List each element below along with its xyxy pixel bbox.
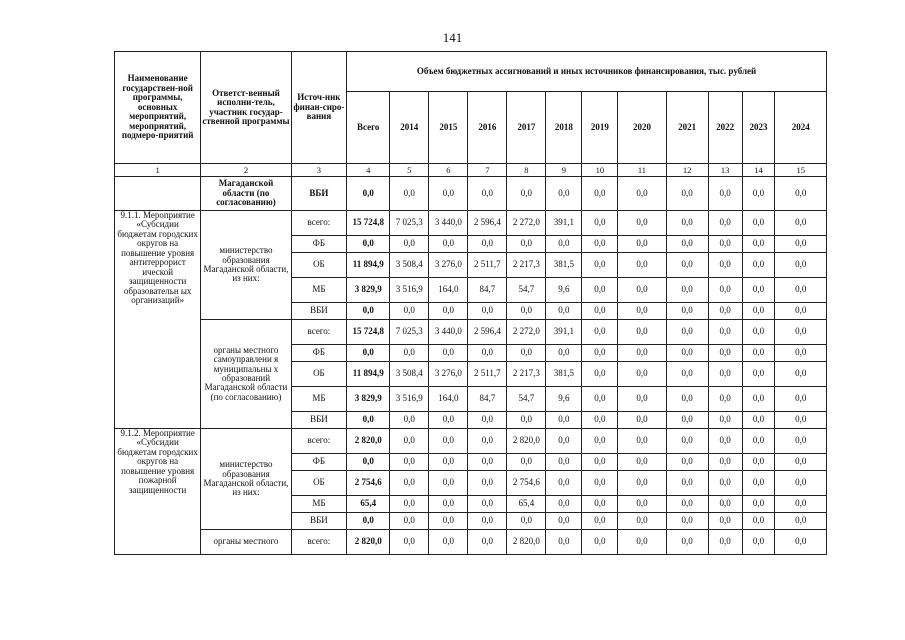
cell-year-value: 3 516,9 bbox=[390, 387, 429, 412]
cell-year-value: 0,0 bbox=[708, 303, 742, 320]
cell-year-value: 391,1 bbox=[546, 320, 582, 345]
cell-year-value: 0,0 bbox=[742, 253, 775, 278]
cell-year-value: 0,0 bbox=[742, 236, 775, 253]
cell-year-value: 391,1 bbox=[546, 211, 582, 236]
cell-year-value: 0,0 bbox=[666, 429, 708, 454]
cell-year-value: 0,0 bbox=[468, 513, 507, 530]
cell-year-value: 0,0 bbox=[666, 513, 708, 530]
cell-source: ВБИ bbox=[291, 412, 346, 429]
cell-year-value: 0,0 bbox=[666, 471, 708, 496]
cell-year-value: 0,0 bbox=[468, 530, 507, 555]
cell-year-value: 0,0 bbox=[582, 278, 618, 303]
cell-source: ФБ bbox=[291, 345, 346, 362]
cell-year-value: 0,0 bbox=[775, 496, 827, 513]
cell-year-value: 0,0 bbox=[429, 530, 468, 555]
cell-year-value: 0,0 bbox=[775, 211, 827, 236]
cell-total: 15 724,8 bbox=[347, 320, 390, 345]
cell-year-value: 0,0 bbox=[468, 236, 507, 253]
cell-year-value: 0,0 bbox=[390, 471, 429, 496]
column-numbers-row bbox=[115, 164, 827, 177]
cell-year-value: 0,0 bbox=[618, 471, 666, 496]
header-program: Наименование государствен-ной программы, основных мероприятий, мероприятий, подмеро-приятий bbox=[115, 52, 201, 164]
cell-year-value: 0,0 bbox=[390, 303, 429, 320]
cell-year-value: 0,0 bbox=[618, 429, 666, 454]
cell-year-value: 0,0 bbox=[775, 320, 827, 345]
cell-year-value: 2 820,0 bbox=[507, 429, 546, 454]
cell-year-value: 0,0 bbox=[582, 387, 618, 412]
cell-year-value: 0,0 bbox=[708, 412, 742, 429]
cell-year-value: 0,0 bbox=[429, 345, 468, 362]
cell-year-value: 0,0 bbox=[666, 412, 708, 429]
cell-year-value: 0,0 bbox=[666, 211, 708, 236]
cell-total: 0,0 bbox=[347, 177, 390, 211]
column-number: 2 bbox=[201, 164, 291, 177]
cell-year-value: 0,0 bbox=[546, 454, 582, 471]
cell-source: всего: bbox=[291, 320, 346, 345]
cell-year-value: 0,0 bbox=[468, 345, 507, 362]
cell-year-value: 0,0 bbox=[507, 236, 546, 253]
cell-year-value: 0,0 bbox=[666, 303, 708, 320]
cell-year-value: 0,0 bbox=[775, 253, 827, 278]
cell-executor: министерство образования Магаданской области, из них: bbox=[201, 429, 291, 530]
cell-year-value: 0,0 bbox=[742, 412, 775, 429]
column-number: 11 bbox=[618, 164, 666, 177]
cell-year-value: 381,5 bbox=[546, 362, 582, 387]
cell-year-value: 0,0 bbox=[775, 345, 827, 362]
cell-year-value: 0,0 bbox=[582, 429, 618, 454]
header-year: 2015 bbox=[429, 92, 468, 164]
cell-year-value: 0,0 bbox=[507, 177, 546, 211]
cell-year-value: 0,0 bbox=[742, 211, 775, 236]
cell-year-value: 0,0 bbox=[582, 320, 618, 345]
cell-year-value: 0,0 bbox=[666, 454, 708, 471]
cell-year-value: 0,0 bbox=[742, 496, 775, 513]
column-number: 4 bbox=[347, 164, 390, 177]
cell-program-name: 9.1.2. Мероприятие «Субсидии бюджетам городских округов на повышение уровня пожарной защищенности bbox=[115, 429, 201, 555]
cell-year-value: 0,0 bbox=[429, 177, 468, 211]
cell-total: 0,0 bbox=[347, 236, 390, 253]
cell-year-value: 0,0 bbox=[775, 412, 827, 429]
cell-year-value: 0,0 bbox=[390, 345, 429, 362]
cell-year-value: 2 820,0 bbox=[507, 530, 546, 555]
cell-year-value: 0,0 bbox=[390, 177, 429, 211]
cell-source: ВБИ bbox=[291, 177, 346, 211]
cell-year-value: 0,0 bbox=[507, 513, 546, 530]
cell-executor: Магаданской области (по согласованию) bbox=[201, 177, 291, 211]
cell-source: ФБ bbox=[291, 454, 346, 471]
cell-year-value: 7 025,3 bbox=[390, 211, 429, 236]
header-year: 2018 bbox=[546, 92, 582, 164]
cell-year-value: 0,0 bbox=[666, 278, 708, 303]
header-year: 2017 bbox=[507, 92, 546, 164]
cell-year-value: 0,0 bbox=[666, 253, 708, 278]
cell-year-value: 0,0 bbox=[775, 513, 827, 530]
cell-year-value: 0,0 bbox=[429, 454, 468, 471]
cell-year-value: 0,0 bbox=[390, 454, 429, 471]
header-year: 2019 bbox=[582, 92, 618, 164]
cell-year-value: 0,0 bbox=[468, 412, 507, 429]
cell-year-value: 0,0 bbox=[582, 303, 618, 320]
cell-year-value: 0,0 bbox=[708, 278, 742, 303]
header-executor: Ответст-венный исполни-тель, участник государ-ственной программы bbox=[201, 52, 291, 164]
cell-year-value: 0,0 bbox=[775, 429, 827, 454]
cell-year-value: 0,0 bbox=[429, 496, 468, 513]
cell-year-value: 0,0 bbox=[582, 177, 618, 211]
cell-year-value: 0,0 bbox=[742, 530, 775, 555]
cell-year-value: 0,0 bbox=[708, 345, 742, 362]
header-source: Источ-ник финан-сиро-вания bbox=[291, 52, 346, 164]
cell-year-value: 0,0 bbox=[666, 236, 708, 253]
cell-source: всего: bbox=[291, 211, 346, 236]
cell-year-value: 0,0 bbox=[618, 320, 666, 345]
cell-year-value: 0,0 bbox=[708, 513, 742, 530]
cell-year-value: 0,0 bbox=[390, 530, 429, 555]
cell-source: МБ bbox=[291, 387, 346, 412]
cell-year-value: 0,0 bbox=[546, 236, 582, 253]
cell-year-value: 0,0 bbox=[618, 253, 666, 278]
column-number: 1 bbox=[115, 164, 201, 177]
cell-year-value: 0,0 bbox=[742, 345, 775, 362]
cell-year-value: 0,0 bbox=[618, 412, 666, 429]
cell-year-value: 0,0 bbox=[390, 236, 429, 253]
cell-year-value: 0,0 bbox=[546, 177, 582, 211]
cell-year-value: 0,0 bbox=[582, 496, 618, 513]
cell-year-value: 0,0 bbox=[546, 429, 582, 454]
cell-year-value: 3 276,0 bbox=[429, 362, 468, 387]
cell-year-value: 3 440,0 bbox=[429, 320, 468, 345]
cell-year-value: 0,0 bbox=[618, 303, 666, 320]
header-total: Всего bbox=[347, 92, 390, 164]
cell-year-value: 0,0 bbox=[775, 236, 827, 253]
cell-year-value: 0,0 bbox=[618, 454, 666, 471]
header-year: 2021 bbox=[666, 92, 708, 164]
column-number: 3 bbox=[291, 164, 346, 177]
cell-year-value: 0,0 bbox=[618, 345, 666, 362]
cell-total: 11 894,9 bbox=[347, 362, 390, 387]
cell-total: 0,0 bbox=[347, 454, 390, 471]
cell-year-value: 0,0 bbox=[708, 211, 742, 236]
cell-year-value: 2 217,3 bbox=[507, 362, 546, 387]
cell-year-value: 0,0 bbox=[666, 320, 708, 345]
cell-year-value: 0,0 bbox=[742, 429, 775, 454]
cell-total: 3 829,9 bbox=[347, 387, 390, 412]
table-row bbox=[115, 177, 827, 211]
cell-year-value: 0,0 bbox=[618, 278, 666, 303]
cell-year-value: 0,0 bbox=[742, 471, 775, 496]
cell-source: ОБ bbox=[291, 471, 346, 496]
cell-year-value: 0,0 bbox=[582, 412, 618, 429]
cell-year-value: 0,0 bbox=[775, 387, 827, 412]
cell-year-value: 381,5 bbox=[546, 253, 582, 278]
cell-year-value: 0,0 bbox=[708, 496, 742, 513]
cell-year-value: 0,0 bbox=[708, 387, 742, 412]
cell-total: 2 820,0 bbox=[347, 530, 390, 555]
cell-year-value: 0,0 bbox=[507, 454, 546, 471]
cell-year-value: 0,0 bbox=[618, 530, 666, 555]
cell-year-value: 0,0 bbox=[618, 236, 666, 253]
cell-year-value: 9,6 bbox=[546, 278, 582, 303]
cell-executor: органы местного самоуправлени я муниципальны х образований Магаданской области (по согласованию) bbox=[201, 320, 291, 429]
table-row bbox=[115, 530, 827, 555]
cell-year-value: 0,0 bbox=[775, 362, 827, 387]
cell-total: 2 754,6 bbox=[347, 471, 390, 496]
cell-year-value: 0,0 bbox=[742, 303, 775, 320]
cell-total: 0,0 bbox=[347, 345, 390, 362]
cell-year-value: 0,0 bbox=[666, 496, 708, 513]
cell-year-value: 0,0 bbox=[546, 345, 582, 362]
page-number: 141 bbox=[442, 30, 463, 45]
cell-year-value: 0,0 bbox=[775, 303, 827, 320]
cell-year-value: 0,0 bbox=[666, 362, 708, 387]
cell-year-value: 0,0 bbox=[618, 513, 666, 530]
cell-year-value: 0,0 bbox=[582, 530, 618, 555]
cell-source: ВБИ bbox=[291, 513, 346, 530]
cell-year-value: 0,0 bbox=[775, 471, 827, 496]
cell-year-value: 54,7 bbox=[507, 278, 546, 303]
cell-year-value: 0,0 bbox=[582, 211, 618, 236]
cell-total: 11 894,9 bbox=[347, 253, 390, 278]
cell-total: 0,0 bbox=[347, 303, 390, 320]
cell-year-value: 0,0 bbox=[582, 454, 618, 471]
cell-year-value: 0,0 bbox=[390, 429, 429, 454]
cell-year-value: 0,0 bbox=[390, 496, 429, 513]
cell-executor: органы местного bbox=[201, 530, 291, 555]
cell-year-value: 0,0 bbox=[742, 362, 775, 387]
cell-year-value: 0,0 bbox=[582, 253, 618, 278]
cell-year-value: 0,0 bbox=[546, 496, 582, 513]
header-year: 2016 bbox=[468, 92, 507, 164]
cell-year-value: 0,0 bbox=[618, 211, 666, 236]
table-row bbox=[115, 429, 827, 454]
cell-source: всего: bbox=[291, 429, 346, 454]
cell-year-value: 0,0 bbox=[582, 513, 618, 530]
column-number: 14 bbox=[742, 164, 775, 177]
column-number: 13 bbox=[708, 164, 742, 177]
cell-year-value: 0,0 bbox=[742, 387, 775, 412]
cell-total: 0,0 bbox=[347, 412, 390, 429]
cell-year-value: 3 440,0 bbox=[429, 211, 468, 236]
header-volume: Объем бюджетных ассигнований и иных источников финансирования, тыс. рублей bbox=[347, 52, 827, 92]
cell-year-value: 2 596,4 bbox=[468, 211, 507, 236]
cell-year-value: 0,0 bbox=[708, 454, 742, 471]
cell-year-value: 0,0 bbox=[708, 530, 742, 555]
column-number: 9 bbox=[546, 164, 582, 177]
cell-year-value: 0,0 bbox=[546, 303, 582, 320]
cell-year-value: 0,0 bbox=[666, 345, 708, 362]
cell-year-value: 0,0 bbox=[507, 345, 546, 362]
cell-year-value: 0,0 bbox=[468, 454, 507, 471]
cell-year-value: 0,0 bbox=[429, 471, 468, 496]
cell-year-value: 0,0 bbox=[708, 429, 742, 454]
cell-year-value: 3 276,0 bbox=[429, 253, 468, 278]
cell-year-value: 0,0 bbox=[582, 236, 618, 253]
column-number: 6 bbox=[429, 164, 468, 177]
header-year: 2020 bbox=[618, 92, 666, 164]
column-number: 10 bbox=[582, 164, 618, 177]
cell-year-value: 0,0 bbox=[666, 387, 708, 412]
cell-year-value: 0,0 bbox=[708, 362, 742, 387]
header-year: 2023 bbox=[742, 92, 775, 164]
cell-year-value: 0,0 bbox=[468, 177, 507, 211]
table-row bbox=[115, 211, 827, 236]
cell-year-value: 65,4 bbox=[507, 496, 546, 513]
cell-year-value: 0,0 bbox=[546, 412, 582, 429]
cell-source: МБ bbox=[291, 278, 346, 303]
table-row bbox=[115, 320, 827, 345]
cell-year-value: 0,0 bbox=[507, 412, 546, 429]
cell-year-value: 0,0 bbox=[468, 429, 507, 454]
cell-year-value: 2 272,0 bbox=[507, 320, 546, 345]
cell-year-value: 84,7 bbox=[468, 278, 507, 303]
cell-year-value: 2 511,7 bbox=[468, 253, 507, 278]
cell-source: ОБ bbox=[291, 362, 346, 387]
cell-total: 65,4 bbox=[347, 496, 390, 513]
cell-total: 2 820,0 bbox=[347, 429, 390, 454]
column-number: 8 bbox=[507, 164, 546, 177]
cell-year-value: 0,0 bbox=[742, 320, 775, 345]
cell-year-value: 2 754,6 bbox=[507, 471, 546, 496]
cell-year-value: 0,0 bbox=[775, 278, 827, 303]
cell-year-value: 3 508,4 bbox=[390, 362, 429, 387]
cell-year-value: 3 508,4 bbox=[390, 253, 429, 278]
cell-year-value: 0,0 bbox=[390, 412, 429, 429]
cell-year-value: 2 272,0 bbox=[507, 211, 546, 236]
header-row-1 bbox=[115, 52, 827, 92]
cell-year-value: 0,0 bbox=[666, 530, 708, 555]
cell-year-value: 84,7 bbox=[468, 387, 507, 412]
header-year: 2024 bbox=[775, 92, 827, 164]
cell-year-value: 0,0 bbox=[468, 471, 507, 496]
cell-year-value: 164,0 bbox=[429, 387, 468, 412]
cell-year-value: 0,0 bbox=[390, 513, 429, 530]
cell-year-value: 0,0 bbox=[742, 278, 775, 303]
cell-year-value: 2 511,7 bbox=[468, 362, 507, 387]
header-year: 2014 bbox=[390, 92, 429, 164]
column-number: 7 bbox=[468, 164, 507, 177]
cell-year-value: 0,0 bbox=[582, 471, 618, 496]
column-number: 15 bbox=[775, 164, 827, 177]
cell-year-value: 0,0 bbox=[429, 412, 468, 429]
cell-total: 15 724,8 bbox=[347, 211, 390, 236]
cell-year-value: 54,7 bbox=[507, 387, 546, 412]
cell-year-value: 0,0 bbox=[618, 362, 666, 387]
column-number: 12 bbox=[666, 164, 708, 177]
cell-year-value: 0,0 bbox=[582, 362, 618, 387]
cell-program-name: 9.1.1. Мероприятие «Субсидии бюджетам городских округов на повышение уровня антитеррорист ической защищенности образовательн ых организаций» bbox=[115, 211, 201, 429]
cell-year-value: 3 516,9 bbox=[390, 278, 429, 303]
cell-year-value: 0,0 bbox=[775, 454, 827, 471]
cell-year-value: 0,0 bbox=[708, 236, 742, 253]
cell-year-value: 0,0 bbox=[775, 530, 827, 555]
cell-total: 3 829,9 bbox=[347, 278, 390, 303]
cell-year-value: 0,0 bbox=[666, 177, 708, 211]
cell-year-value: 0,0 bbox=[468, 303, 507, 320]
cell-total: 0,0 bbox=[347, 513, 390, 530]
cell-year-value: 0,0 bbox=[708, 471, 742, 496]
cell-year-value: 9,6 bbox=[546, 387, 582, 412]
cell-year-value: 0,0 bbox=[618, 387, 666, 412]
cell-source: ВБИ bbox=[291, 303, 346, 320]
cell-year-value: 0,0 bbox=[468, 496, 507, 513]
cell-year-value: 2 217,3 bbox=[507, 253, 546, 278]
cell-year-value: 164,0 bbox=[429, 278, 468, 303]
cell-executor: министерство образования Магаданской области, из них: bbox=[201, 211, 291, 320]
cell-year-value: 0,0 bbox=[618, 496, 666, 513]
cell-year-value: 0,0 bbox=[429, 429, 468, 454]
cell-year-value: 0,0 bbox=[708, 177, 742, 211]
cell-year-value: 0,0 bbox=[618, 177, 666, 211]
header-year: 2022 bbox=[708, 92, 742, 164]
column-number: 5 bbox=[390, 164, 429, 177]
cell-year-value: 0,0 bbox=[582, 345, 618, 362]
cell-program-empty bbox=[115, 177, 201, 211]
cell-year-value: 0,0 bbox=[775, 177, 827, 211]
cell-year-value: 0,0 bbox=[742, 513, 775, 530]
cell-source: ФБ bbox=[291, 236, 346, 253]
cell-year-value: 0,0 bbox=[429, 236, 468, 253]
cell-source: МБ bbox=[291, 496, 346, 513]
cell-source: всего: bbox=[291, 530, 346, 555]
cell-year-value: 0,0 bbox=[742, 177, 775, 211]
budget-table bbox=[114, 51, 827, 555]
cell-year-value: 7 025,3 bbox=[390, 320, 429, 345]
cell-year-value: 0,0 bbox=[546, 530, 582, 555]
cell-year-value: 0,0 bbox=[546, 513, 582, 530]
cell-year-value: 0,0 bbox=[742, 454, 775, 471]
cell-year-value: 0,0 bbox=[708, 320, 742, 345]
cell-year-value: 0,0 bbox=[429, 513, 468, 530]
table-body bbox=[115, 52, 827, 555]
cell-year-value: 2 596,4 bbox=[468, 320, 507, 345]
cell-year-value: 0,0 bbox=[546, 471, 582, 496]
cell-year-value: 0,0 bbox=[708, 253, 742, 278]
cell-source: ОБ bbox=[291, 253, 346, 278]
cell-year-value: 0,0 bbox=[429, 303, 468, 320]
cell-year-value: 0,0 bbox=[507, 303, 546, 320]
